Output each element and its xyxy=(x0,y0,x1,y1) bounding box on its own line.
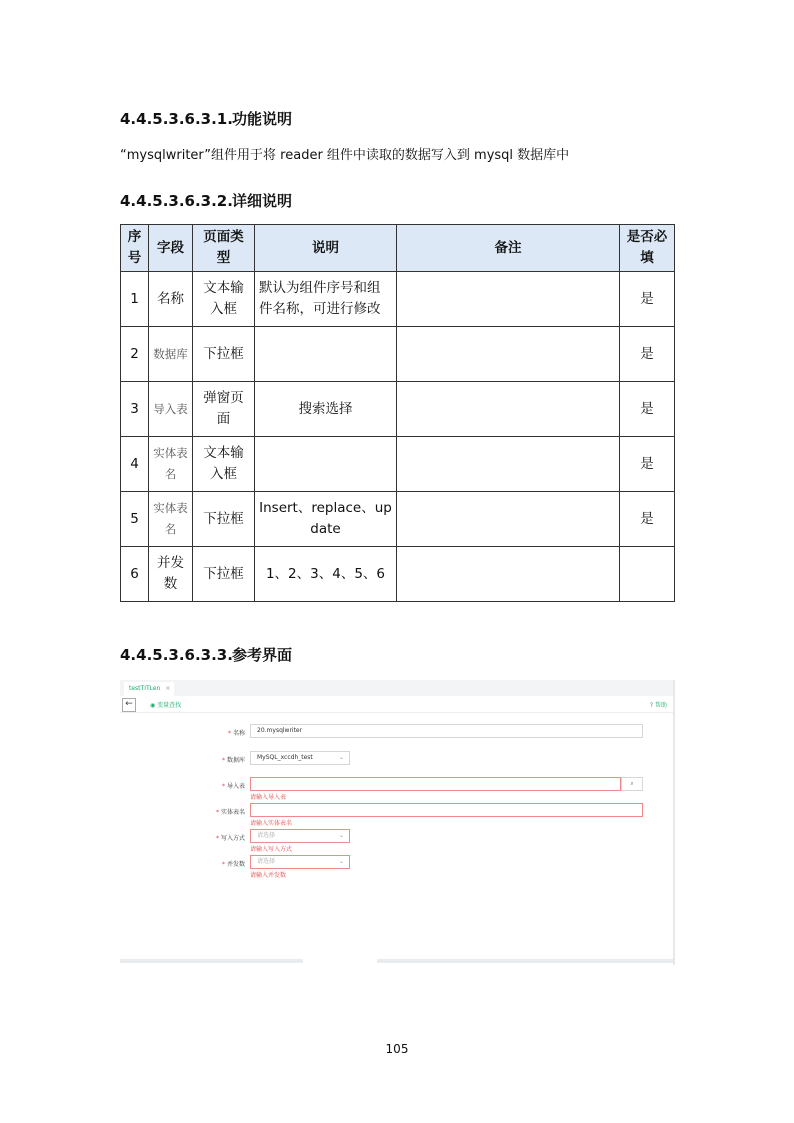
error-message: 请输入并发数 xyxy=(250,872,287,879)
tab-testtitlen[interactable] xyxy=(124,682,174,696)
cell-required: 是 xyxy=(620,492,675,547)
concurrency-select[interactable] xyxy=(250,855,350,869)
cell-page-type: 下拉框 xyxy=(193,547,255,602)
required-mark: * xyxy=(215,835,219,842)
eye-icon: ◉ xyxy=(150,702,156,709)
cell-description: 1、2、3、4、5、6 xyxy=(255,547,397,602)
field-label xyxy=(228,728,245,737)
cell-required xyxy=(620,547,675,602)
cell-description: 搜索选择 xyxy=(255,382,397,437)
cell-field: 名称 xyxy=(149,272,193,327)
cell-remark xyxy=(397,382,620,437)
header-description: 说明 xyxy=(255,225,397,272)
section-title: 功能说明 xyxy=(232,110,293,128)
close-icon[interactable]: × xyxy=(165,685,171,692)
tab-label: testTITLen xyxy=(129,685,161,692)
required-mark: * xyxy=(227,730,231,737)
form-row-concurrency xyxy=(120,855,673,879)
section-number: 4.4.5.3.6.3.2. xyxy=(120,192,233,210)
table-row xyxy=(121,437,675,492)
field-label xyxy=(222,859,245,868)
field-label-text: 导入表 xyxy=(226,783,245,790)
cell-description xyxy=(255,327,397,382)
table-row xyxy=(121,327,675,382)
write-mode-select[interactable] xyxy=(250,829,350,843)
select-placeholder: 请选择 xyxy=(257,832,276,839)
variable-lookup-label: 变量查找 xyxy=(157,702,182,709)
table-row xyxy=(121,547,675,602)
field-label-text: 并发数 xyxy=(226,861,245,868)
cell-description: Insert、replace、update xyxy=(255,492,397,547)
cell-required: 是 xyxy=(620,382,675,437)
help-link[interactable] xyxy=(650,700,667,709)
field-label-text: 实体表名 xyxy=(220,809,245,816)
form-row-database xyxy=(120,751,673,765)
divider xyxy=(120,959,303,963)
field-label-text: 数据库 xyxy=(226,757,245,764)
form-row-entity-table xyxy=(120,803,673,827)
form-row-name xyxy=(120,724,673,738)
toolbar xyxy=(120,697,673,713)
divider xyxy=(377,959,673,963)
cell-field: 导入表 xyxy=(149,382,193,437)
required-mark: * xyxy=(221,861,225,868)
help-icon: ? xyxy=(649,702,654,709)
select-value: MySQL_xccdh_test xyxy=(257,754,313,761)
cell-index: 3 xyxy=(121,382,149,437)
form-row-write-mode xyxy=(120,829,673,853)
header-required: 是否必填 xyxy=(620,225,675,272)
page-number: 105 xyxy=(385,1042,409,1056)
cell-field: 并发数 xyxy=(149,547,193,602)
section-number: 4.4.5.3.6.3.1. xyxy=(120,110,233,128)
section-number: 4.4.5.3.6.3.3. xyxy=(120,646,233,664)
cell-remark xyxy=(397,272,620,327)
cell-description xyxy=(255,437,397,492)
table-header-row xyxy=(121,225,675,272)
cell-field: 数据库 xyxy=(149,327,193,382)
cell-required: 是 xyxy=(620,327,675,382)
field-label-text: 写入方式 xyxy=(220,835,245,842)
cell-index: 2 xyxy=(121,327,149,382)
field-label xyxy=(222,755,245,764)
reference-ui-screenshot xyxy=(120,680,675,965)
table-row xyxy=(121,272,675,327)
cell-index: 4 xyxy=(121,437,149,492)
section-heading-function xyxy=(120,108,292,129)
cell-remark xyxy=(397,437,620,492)
form-row-import-table xyxy=(120,777,673,801)
field-label xyxy=(222,781,245,790)
header-index: 序号 xyxy=(121,225,149,272)
header-page-type: 页面类型 xyxy=(193,225,255,272)
required-mark: * xyxy=(221,783,225,790)
cell-page-type: 下拉框 xyxy=(193,327,255,382)
function-description: “mysqlwriter”组件用于将 reader 组件中读取的数据写入到 mysql 数据库中 xyxy=(120,148,570,163)
header-field: 字段 xyxy=(149,225,193,272)
name-input[interactable]: 20.mysqlwriter xyxy=(250,724,643,738)
field-label-text: 名称 xyxy=(232,730,245,737)
import-table-input[interactable] xyxy=(250,777,621,791)
cell-remark xyxy=(397,547,620,602)
cell-index: 1 xyxy=(121,272,149,327)
cell-index: 5 xyxy=(121,492,149,547)
cell-field: 实体表名 xyxy=(149,437,193,492)
cell-field: 实体表名 xyxy=(149,492,193,547)
error-message: 请输入导入表 xyxy=(250,794,287,801)
section-title: 参考界面 xyxy=(232,646,293,664)
required-mark: * xyxy=(221,757,225,764)
field-spec-table xyxy=(120,224,675,602)
cell-page-type: 文本输入框 xyxy=(193,272,255,327)
header-remark: 备注 xyxy=(397,225,620,272)
chevron-down-icon: ⌄ xyxy=(338,858,344,865)
required-mark: * xyxy=(215,809,219,816)
cell-remark xyxy=(397,492,620,547)
error-message: 请输入写入方式 xyxy=(250,846,293,853)
section-heading-reference xyxy=(120,644,292,665)
cell-remark xyxy=(397,327,620,382)
chevron-down-icon: ⌄ xyxy=(338,754,344,761)
database-select[interactable] xyxy=(250,751,350,765)
arrow-left-icon[interactable]: ← xyxy=(122,698,136,712)
cell-index: 6 xyxy=(121,547,149,602)
cell-required: 是 xyxy=(620,437,675,492)
table-row xyxy=(121,492,675,547)
tab-bar xyxy=(120,680,673,696)
section-heading-detail xyxy=(120,190,292,211)
help-label: 帮助 xyxy=(654,702,667,709)
cell-description: 默认为组件序号和组件名称，可进行修改 xyxy=(255,272,397,327)
cell-page-type: 弹窗页面 xyxy=(193,382,255,437)
cell-page-type: 文本输入框 xyxy=(193,437,255,492)
variable-lookup-link[interactable] xyxy=(150,700,181,709)
section-title: 详细说明 xyxy=(232,192,293,210)
select-placeholder: 请选择 xyxy=(257,858,276,865)
screenshot-bottom-edge xyxy=(120,959,673,965)
error-message: 请输入实体表名 xyxy=(250,820,293,827)
cell-page-type: 下拉框 xyxy=(193,492,255,547)
table-row xyxy=(121,382,675,437)
search-icon[interactable]: ⌕ xyxy=(621,777,643,791)
entity-table-input[interactable] xyxy=(250,803,643,817)
chevron-down-icon: ⌄ xyxy=(338,832,344,839)
cell-required: 是 xyxy=(620,272,675,327)
field-label xyxy=(216,807,245,816)
field-label xyxy=(216,833,245,842)
